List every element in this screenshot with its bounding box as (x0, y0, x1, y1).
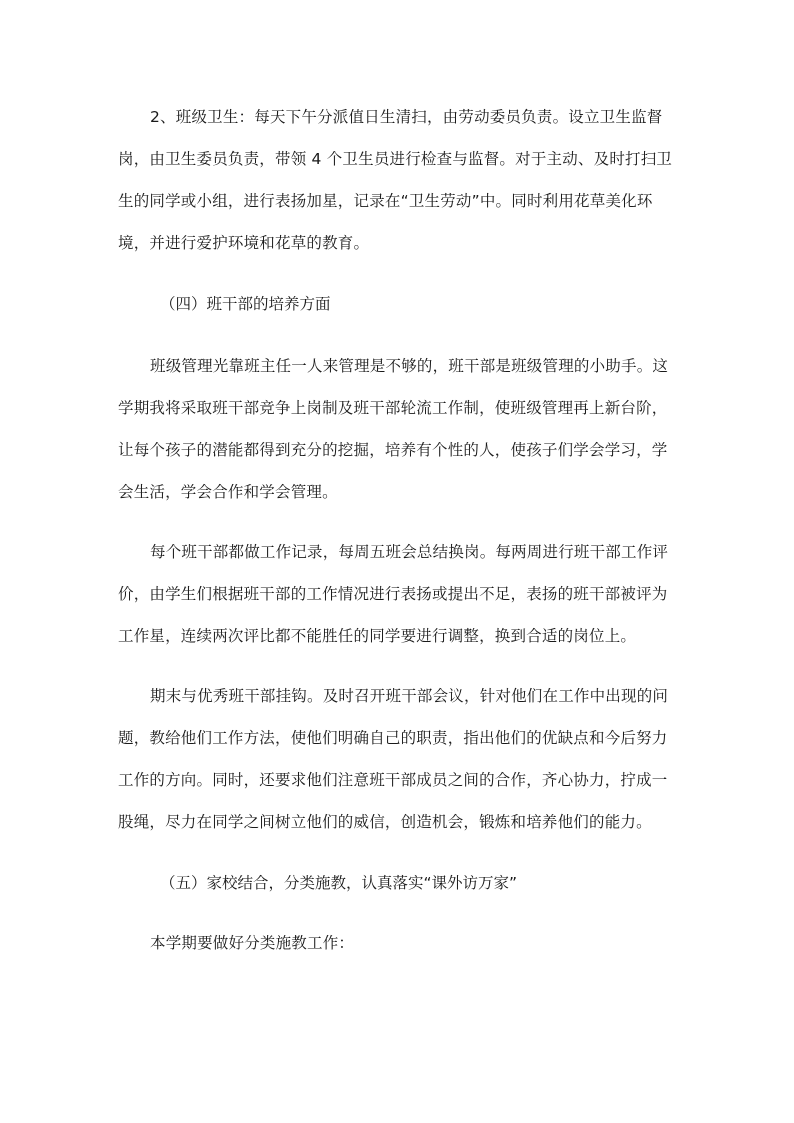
paragraph-line: 岗，由卫生委员负责，带领 4 个卫生员进行检查与监督。对于主动、及时打扫卫 (118, 150, 673, 168)
paragraph-line: 2、班级卫生：每天下午分派值日生清扫，由劳动委员负责。设立卫生监督 (150, 108, 663, 126)
paragraph-line: 期末与优秀班干部挂钩。及时召开班干部会议，针对他们在工作中出现的问 (150, 687, 669, 705)
paragraph-line: 工作的方向。同时，还要求他们注意班干部成员之间的合作，齐心协力，拧成一 (118, 771, 668, 789)
paragraph-term-end (118, 675, 678, 843)
paragraph-line: 股绳，尽力在同学之间树立他们的威信，创造机会，锻炼和培养他们的能力。 (118, 813, 652, 831)
paragraph-line: 班级管理光靠班主任一人来管理是不够的，班干部是班级管理的小助手。这 (150, 357, 669, 375)
paragraph-cadre-training (118, 345, 678, 513)
section-heading-5: （五）家校结合，分类施教，认真落实“课外访万家” (160, 874, 518, 892)
paragraph-class-hygiene (118, 96, 678, 264)
paragraph-line: 境，并进行爱护环境和花草的教育。 (118, 234, 370, 252)
paragraph-line: 让每个孩子的潜能都得到充分的挖掘，培养有个性的人，使孩子们学会学习，学 (118, 441, 668, 459)
paragraph-line: 工作星，连续两次评比都不能胜任的同学要进行调整，换到合适的岗位上。 (118, 627, 637, 645)
paragraph-line: 题，教给他们工作方法，使他们明确自己的职责，指出他们的优缺点和今后努力 (118, 729, 668, 747)
paragraph-line: 学期我将采取班干部竞争上岗制及班干部轮流工作制，使班级管理再上新台阶， (118, 399, 668, 417)
section-heading-4: （四）班干部的培养方面 (160, 295, 331, 313)
paragraph-line: 生的同学或小组，进行表扬加星，记录在“卫生劳动”中。同时利用花草美化环 (118, 192, 653, 210)
paragraph-classified-teaching (118, 922, 678, 964)
paragraph-line: 价，由学生们根据班干部的工作情况进行表扬或提出不足，表扬的班干部被评为 (118, 585, 668, 603)
paragraph-work-records (118, 531, 678, 657)
paragraph-line: 本学期要做好分类施教工作： (150, 934, 355, 952)
paragraph-line: 每个班干部都做工作记录，每周五班会总结换岗。每两周进行班干部工作评 (150, 543, 669, 561)
paragraph-line: 会生活，学会合作和学会管理。 (118, 483, 338, 501)
